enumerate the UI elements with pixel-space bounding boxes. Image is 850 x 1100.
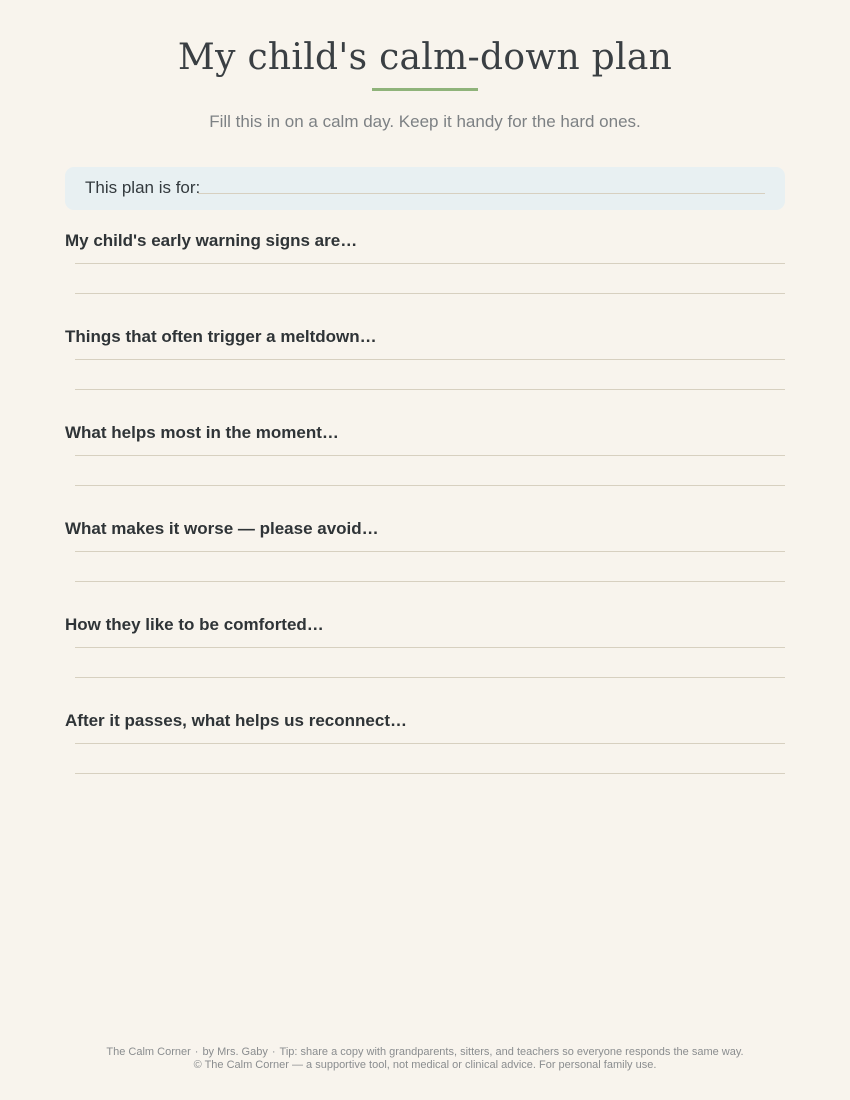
section-heading: After it passes, what helps us reconnect…: [65, 711, 407, 730]
footer-line-1: [0, 1046, 850, 1059]
section-heading: How they like to be comforted…: [65, 615, 324, 634]
write-line[interactable]: [75, 581, 785, 582]
footer-brand: The Calm Corner: [106, 1046, 191, 1058]
section-helps-most: [65, 422, 785, 514]
write-line[interactable]: [75, 773, 785, 774]
footer-author: by Mrs. Gaby: [202, 1046, 268, 1058]
footer-copyright: © The Calm Corner — a supportive tool, not medical or clinical advice. For personal family use.: [193, 1059, 657, 1071]
footer-tip: Tip: share a copy with grandparents, sitters, and teachers so everyone responds the same way.: [279, 1046, 744, 1058]
write-line[interactable]: [75, 359, 785, 360]
plan-for-write-line[interactable]: [198, 193, 765, 194]
section-reconnect: [65, 710, 785, 802]
write-line[interactable]: [75, 485, 785, 486]
title-underline: [372, 88, 478, 91]
section-heading: What helps most in the moment…: [65, 423, 339, 442]
page-title: My child's calm-down plan: [177, 37, 673, 78]
footer-separator: ·: [271, 1046, 276, 1058]
section-heading: My child's early warning signs are…: [65, 231, 358, 250]
section-avoid: [65, 518, 785, 610]
section-comforted: [65, 614, 785, 706]
section-heading: What makes it worse — please avoid…: [65, 519, 379, 538]
write-line[interactable]: [75, 293, 785, 294]
section-warning-signs: [65, 230, 785, 322]
write-line[interactable]: [75, 389, 785, 390]
plan-for-box: [65, 167, 785, 210]
write-line[interactable]: [75, 455, 785, 456]
plan-for-label: This plan is for:: [85, 178, 201, 197]
page-footer: [0, 1046, 850, 1072]
page-subtitle: Fill this in on a calm day. Keep it handy for the hard ones.: [209, 112, 641, 131]
footer-separator: ·: [194, 1046, 199, 1058]
write-line[interactable]: [75, 677, 785, 678]
section-triggers: [65, 326, 785, 418]
write-line[interactable]: [75, 551, 785, 552]
section-heading: Things that often trigger a meltdown…: [65, 327, 377, 346]
write-line[interactable]: [75, 263, 785, 264]
write-line[interactable]: [75, 743, 785, 744]
write-line[interactable]: [75, 647, 785, 648]
